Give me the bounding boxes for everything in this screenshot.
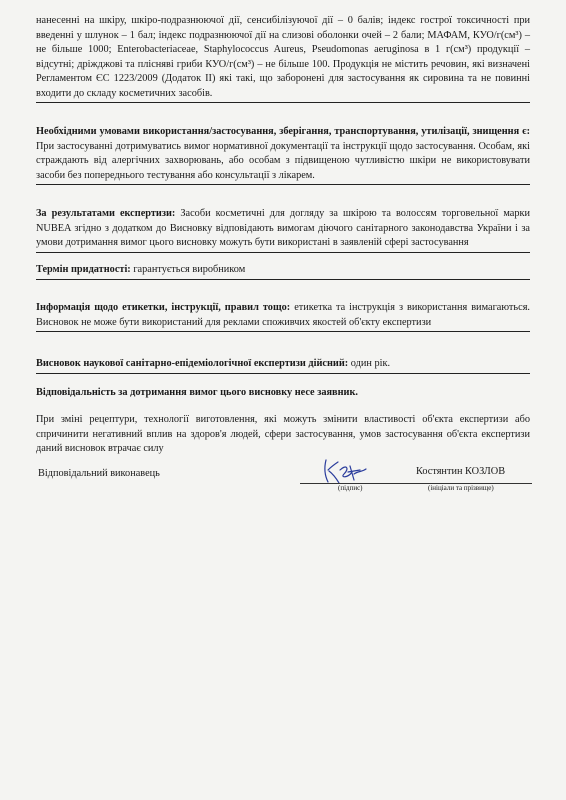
shelf-life-text: гарантується виробником <box>130 264 246 275</box>
handwritten-signature <box>320 456 368 486</box>
validity-text: один рік. <box>348 358 391 369</box>
label-info-section <box>36 301 530 332</box>
conditions-heading: Необхідними умовами використання/застосування, зберігання, транспортування, утилізації, знищення є: <box>36 126 530 137</box>
signatory-name: Костянтин КОЗЛОВ <box>416 466 506 477</box>
executor-label: Відповідальний виконавець <box>38 468 160 479</box>
results-text: Засоби косметичні для догляду за шкірою та волоссям торговельної марки NUBEA згідно з додатком до Висновку відповідають вимогам діючого санітарного законодавства України і за умови дотримання вимог цього висновку можуть бути використані в заявленій сфері застосування <box>36 208 530 248</box>
conditions-section <box>36 125 530 185</box>
validity-heading: Висновок наукової санітарно-епідеміологічної експертизи дійсний: <box>36 358 349 369</box>
shelf-life-heading: Термін придатності: <box>36 264 131 275</box>
recipe-change-paragraph <box>36 413 530 457</box>
results-section <box>36 207 530 253</box>
responsibility-section <box>36 386 530 401</box>
signature-row <box>38 464 532 504</box>
shelf-life-section <box>36 263 530 280</box>
label-info-heading: Інформація щодо етикетки, інструкції, правил тощо: <box>36 302 291 313</box>
signature-caption: (підпис) <box>338 484 363 492</box>
name-caption: (ініціали та прізвище) <box>428 484 494 492</box>
responsibility-heading: Відповідальність за дотримання вимог цього висновку несе заявник. <box>36 387 358 398</box>
composition-text: нанесенні на шкіру, шкіро-подразнюючої дії, сенсибілізуючої дії – 0 балів; індекс гострої токсичності при введенні у шлунок – 1 бал; індекс подразнюючої дії на слизові оболонки очей – 2 бали; МАФАМ, КУО/г(см³) – не більше 1000; Enterobacteriaceae, Staphylococcus Aureus, Pseudomonas aeruginosa в 1 г(см³) продукції – відсутні; дріжджові та пліснявi гриби КУО/г(см³) – не більше 100. Продукція не містить речовин, які визначені Регламентом ЄС 1223/2009 (Додаток II) які такі, що заборонені для застосування як сировина та не повинні входити до складу косметичних засобів. <box>36 15 530 99</box>
label-info-text: етикетка та інструкція з використання вимагаються. Висновок не може бути використаний для реклами споживчих якостей об'єкту експертизи <box>36 302 531 328</box>
validity-section <box>36 357 530 374</box>
conditions-text: При застосуванні дотримуватись вимог нормативної документації та інструкції щодо застосування. Особам, які страждають від алергічних захворювань, або особам з підвищеною чутливістю шкіри не використовувати засоби без попереднього тестування або консультації з лікарем. <box>36 140 530 181</box>
results-heading: За результатами експертизи: <box>36 208 176 219</box>
composition-paragraph <box>36 14 530 103</box>
recipe-change-text: При зміні рецептури, технології виготовлення, які можуть змінити властивості об'єкта експертизи або спричинити негативний вплив на здоров'я людей, сфери застосування, умов застосування об'єкта експертизи даний висновок втрачає силу <box>36 414 530 454</box>
